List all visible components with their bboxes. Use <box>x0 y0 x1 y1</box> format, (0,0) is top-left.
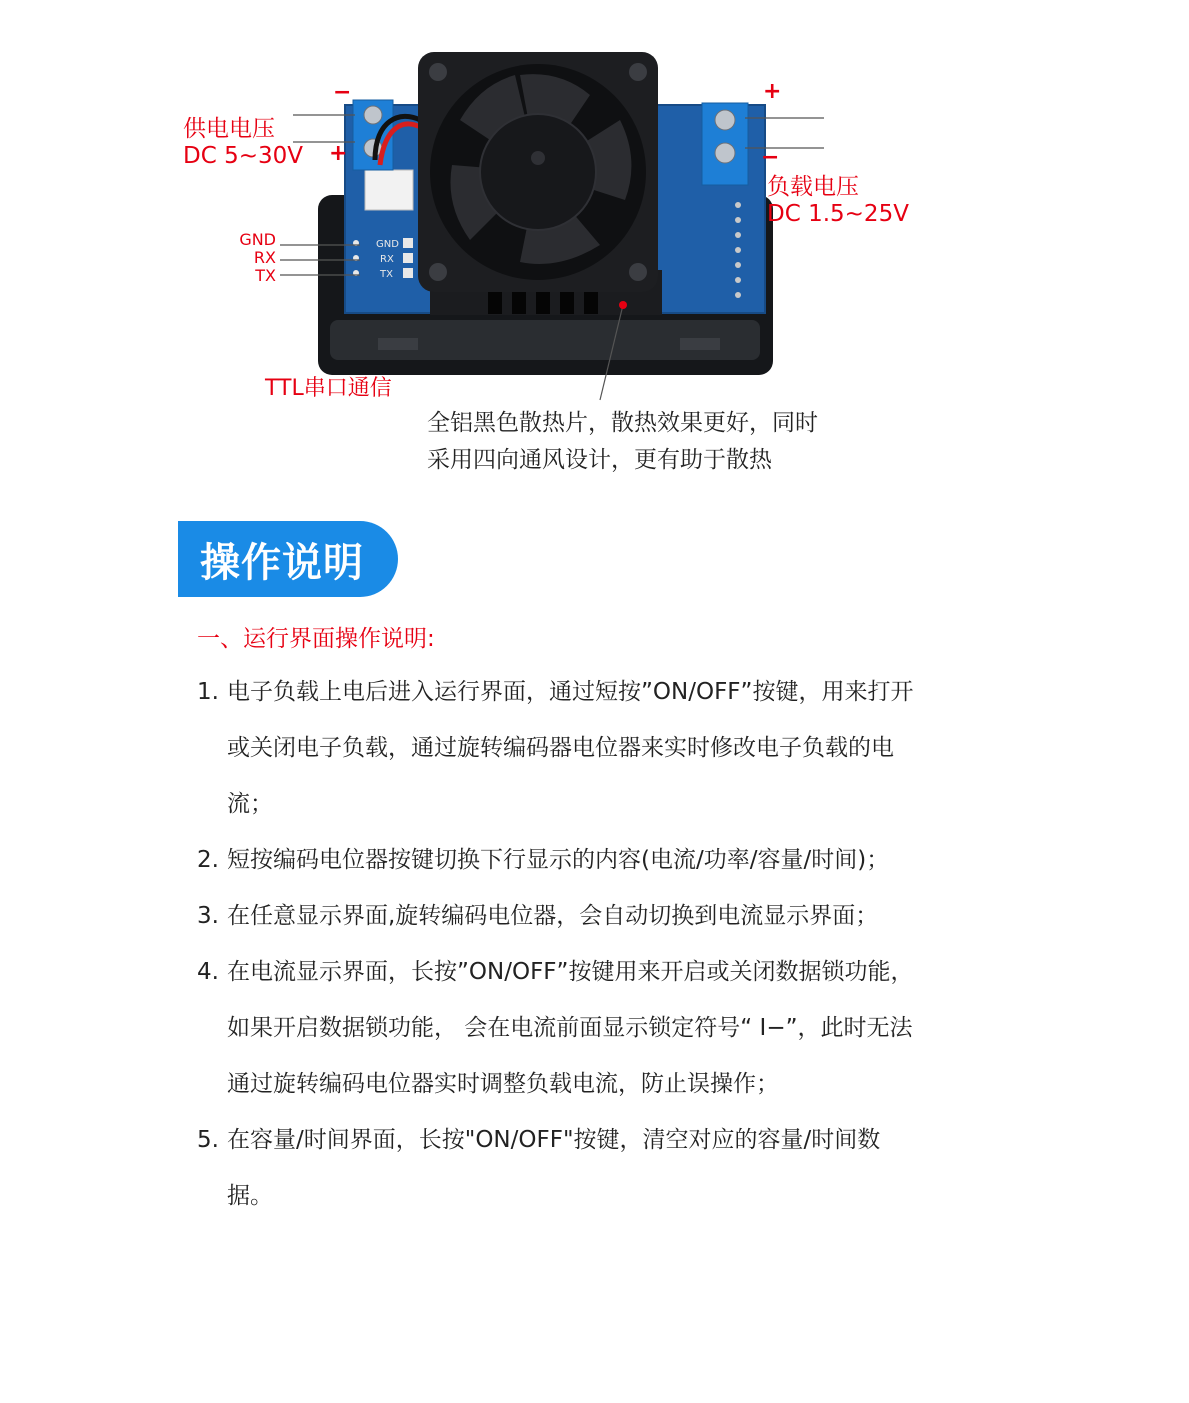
load-voltage-label <box>767 174 909 228</box>
silk-gnd: GND <box>376 239 399 250</box>
list-item-text: 在容量/时间界面，长按"ON/OFF"按键，清空对应的容量/时间数据。 <box>227 1127 881 1209</box>
list-item-number: 3. <box>197 903 219 929</box>
load-voltage-title: 负载电压 <box>767 174 859 200</box>
list-item <box>197 944 917 1112</box>
list-item-text: 短按编码电位器按键切换下行显示的内容(电流/功率/容量/时间)； <box>227 847 890 873</box>
list-item-number: 4. <box>197 959 219 985</box>
jst-connector <box>365 170 413 210</box>
list-item-text: 在任意显示界面,旋转编码电位器，会自动切换到电流显示界面； <box>227 903 879 929</box>
supply-voltage-range: DC 5~30V <box>183 143 303 169</box>
list-item <box>197 1112 917 1224</box>
list-item-text: 在电流显示界面，长按”ON/OFF”按键用来开启或关闭数据锁功能，如果开启数据锁功能， 会在电流前面显示锁定符号“ I−”，此时无法通过旋转编码电位器实时调整负载电流，防止误操作； <box>227 959 914 1097</box>
list-item <box>197 832 917 888</box>
pin-gnd-label: GND <box>239 230 276 249</box>
heatsink-caption <box>427 405 818 479</box>
pin-rx-label: RX <box>253 248 276 267</box>
heatsink-caption-line2: 采用四向通风设计，更有助于散热 <box>427 447 772 473</box>
list-item-text: 电子负载上电后进入运行界面，通过短按”ON/OFF”按键，用来打开或关闭电子负载，通过旋转编码器电位器来实时修改电子负载的电流； <box>227 679 914 817</box>
supply-plus-sign: + <box>329 141 348 166</box>
instruction-list <box>197 664 917 1224</box>
section-title: 操作说明 <box>178 521 398 597</box>
load-voltage-range: DC 1.5~25V <box>767 201 909 227</box>
supply-minus-sign: − <box>333 80 352 105</box>
list-item-number: 2. <box>197 847 219 873</box>
list-item <box>197 888 917 944</box>
heatsink-caption-line1: 全铝黑色散热片，散热效果更好，同时 <box>427 410 818 436</box>
list-item-number: 5. <box>197 1127 219 1153</box>
ttl-serial-label: TTL串口通信 <box>265 376 392 401</box>
supply-voltage-title: 供电电压 <box>183 116 275 142</box>
list-item-number: 1. <box>197 679 219 705</box>
section-subheading: 一、运行界面操作说明: <box>197 626 435 652</box>
load-minus-sign: − <box>761 145 780 170</box>
supply-voltage-label <box>183 116 303 170</box>
silk-tx: TX <box>380 269 393 280</box>
pin-tx-label: TX <box>255 266 276 285</box>
list-item <box>197 664 917 832</box>
load-plus-sign: + <box>763 79 782 104</box>
silk-rx: RX <box>380 254 394 265</box>
